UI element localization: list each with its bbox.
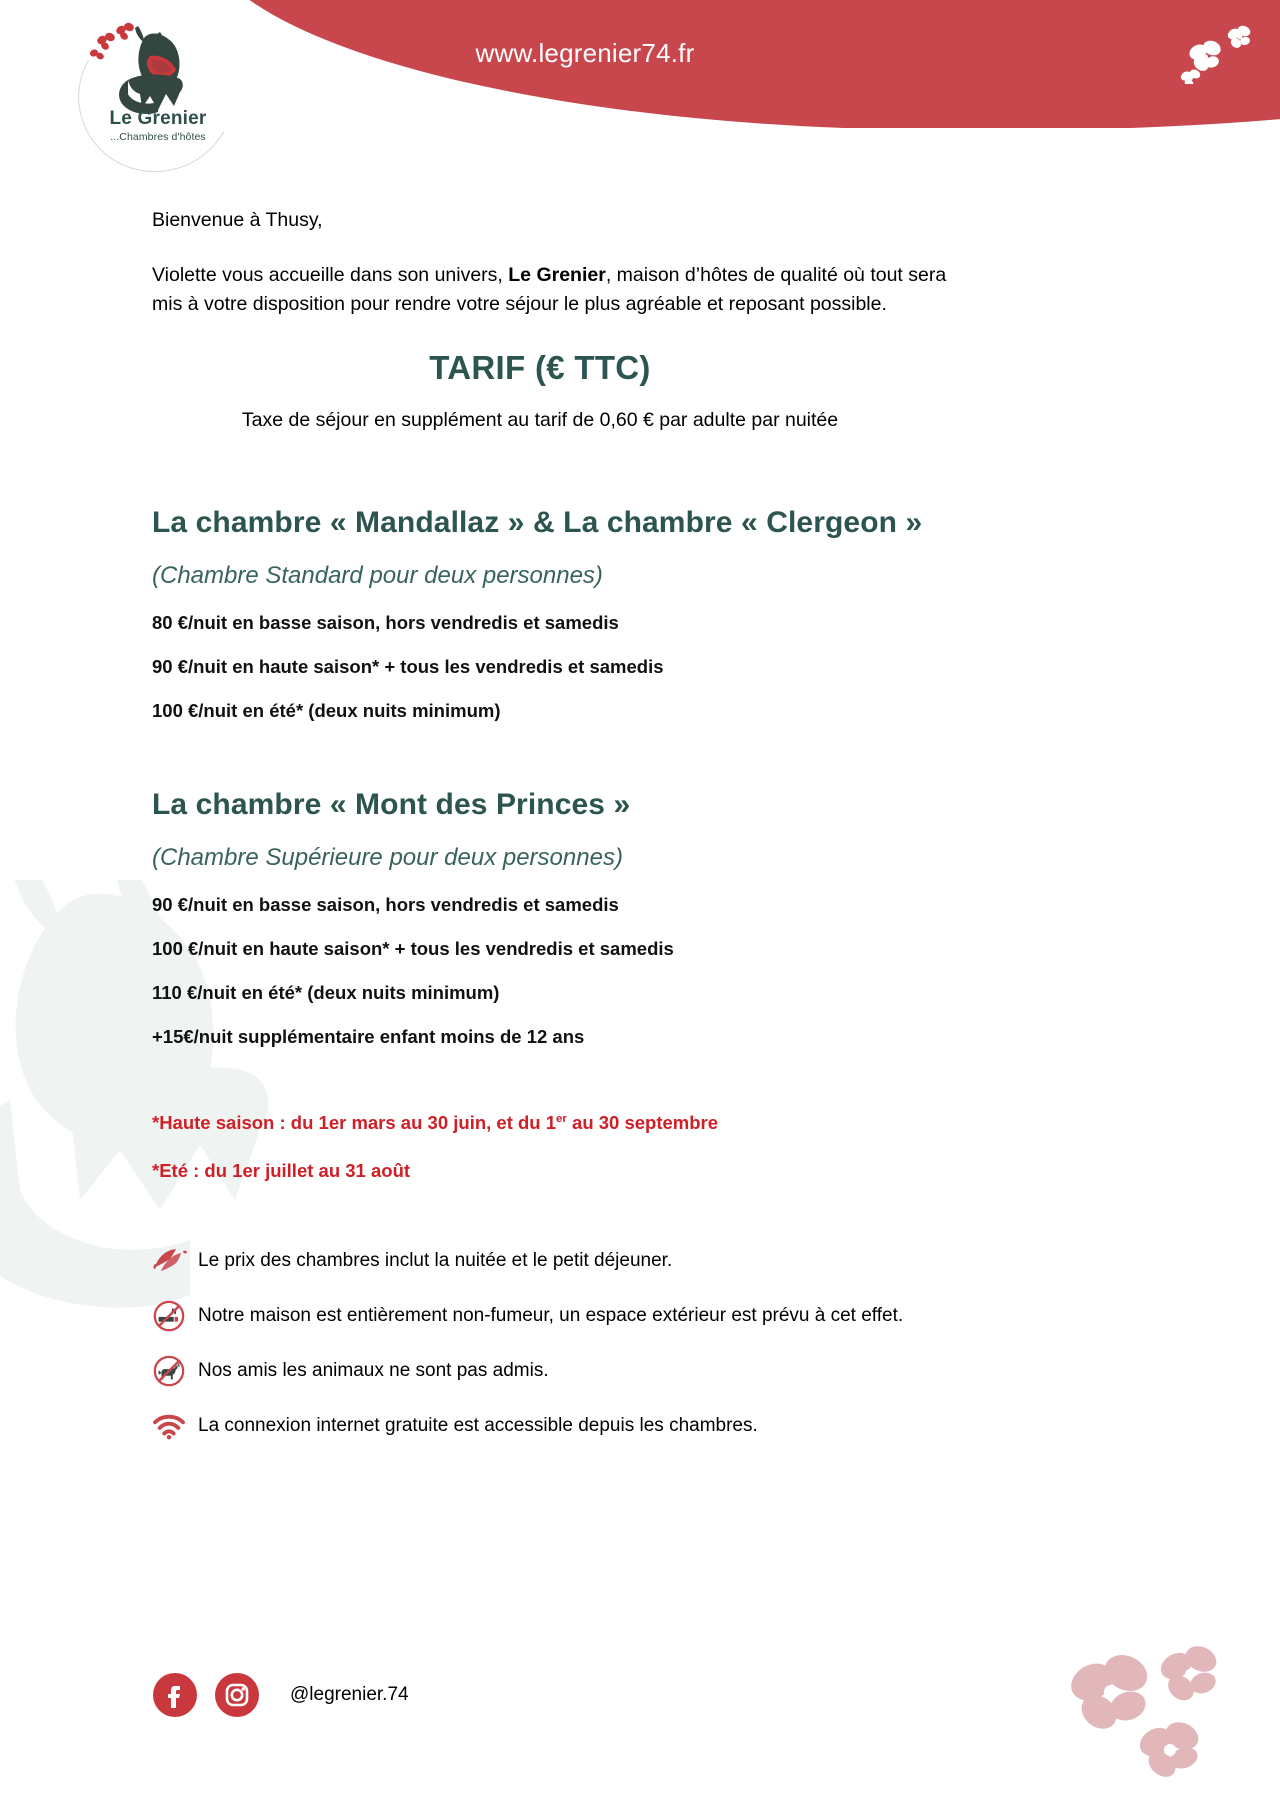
price-line: 80 €/nuit en basse saison, hors vendredis et samedis	[152, 611, 619, 633]
price-line: 110 €/nuit en été* (deux nuits minimum)	[152, 981, 500, 1003]
fact-item-breakfast	[152, 1244, 1280, 1278]
note-haute-sup: er	[556, 1112, 567, 1125]
fact-item-no-pets	[152, 1354, 1280, 1388]
fact-text: Notre maison est entièrement non-fumeur, un espace extérieur est prévu à cet effet.	[198, 1304, 904, 1326]
note-haute-saison	[152, 1112, 1280, 1134]
wifi-icon	[152, 1409, 198, 1443]
croissant-icon	[152, 1244, 198, 1278]
instagram-icon[interactable]	[214, 1672, 260, 1718]
flowers-icon	[1176, 22, 1252, 84]
note-haute-part2: au 30 septembre	[566, 1111, 719, 1133]
note-haute-part1: *Haute saison : du 1er mars au 30 juin, et du 1	[152, 1111, 557, 1133]
note-ete: *Eté : du 1er juillet au 31 août	[152, 1159, 411, 1181]
fact-item-wifi	[152, 1409, 1280, 1443]
price-line: +15€/nuit supplémentaire enfant moins de 12 ans	[152, 1025, 585, 1047]
website-url: www.legrenier74.fr	[475, 38, 695, 68]
price-line: 90 €/nuit en basse saison, hors vendredis et samedis	[152, 893, 619, 915]
no-smoking-icon	[152, 1299, 198, 1333]
fact-text: Le prix des chambres inclut la nuitée et le petit déjeuner.	[198, 1249, 673, 1271]
intro-brand: Le Grenier	[508, 263, 606, 286]
room-section-superior	[0, 788, 1280, 1048]
tarif-subtitle: Taxe de séjour en supplément au tarif de 0,60 € par adulte par nuitée	[241, 408, 839, 431]
price-line: 90 €/nuit en haute saison* + tous les vendredis et samedis	[152, 655, 664, 677]
intro-part1: Violette vous accueille dans son univers,	[152, 263, 509, 286]
fact-text: Nos amis les animaux ne sont pas admis.	[198, 1359, 549, 1381]
no-pets-icon	[152, 1354, 198, 1388]
facts-list	[152, 1244, 1280, 1443]
footer-social	[152, 1672, 409, 1718]
fact-item-no-smoking	[152, 1299, 1280, 1333]
fox-logo-icon	[72, 12, 244, 172]
room-section-standard	[0, 506, 1280, 722]
price-line: 100 €/nuit en haute saison* + tous les vendredis et samedis	[152, 937, 674, 959]
facebook-icon[interactable]	[152, 1672, 198, 1718]
intro-paragraph	[152, 261, 972, 319]
social-handle: @legrenier.74	[290, 1684, 409, 1705]
document-content	[0, 180, 1280, 1464]
fact-text: La connexion internet gratuite est accessible depuis les chambres.	[198, 1414, 758, 1436]
logo-tagline: ...Chambres d'hôtes	[110, 131, 206, 143]
room-subtitle: (Chambre Supérieure pour deux personnes)	[152, 843, 623, 871]
intro-part2: , maison d’hôtes de qualité où tout sera mis à votre disposition pour rendre votre séjour le plus agréable et reposant possible.	[152, 263, 947, 315]
welcome-text: Bienvenue à Thusy,	[152, 209, 323, 231]
season-notes	[0, 1112, 1280, 1182]
price-line: 100 €/nuit en été* (deux nuits minimum)	[152, 699, 501, 721]
tarif-title: TARIF (€ TTC)	[429, 348, 651, 386]
room-subtitle: (Chambre Standard pour deux personnes)	[152, 561, 603, 589]
room-title: La chambre « Mont des Princes »	[152, 787, 631, 821]
logo-name: Le Grenier	[109, 108, 207, 129]
room-title: La chambre « Mandallaz » & La chambre « Clergeon »	[152, 505, 923, 539]
logo	[72, 12, 244, 172]
flowers-icon	[1044, 1630, 1244, 1790]
